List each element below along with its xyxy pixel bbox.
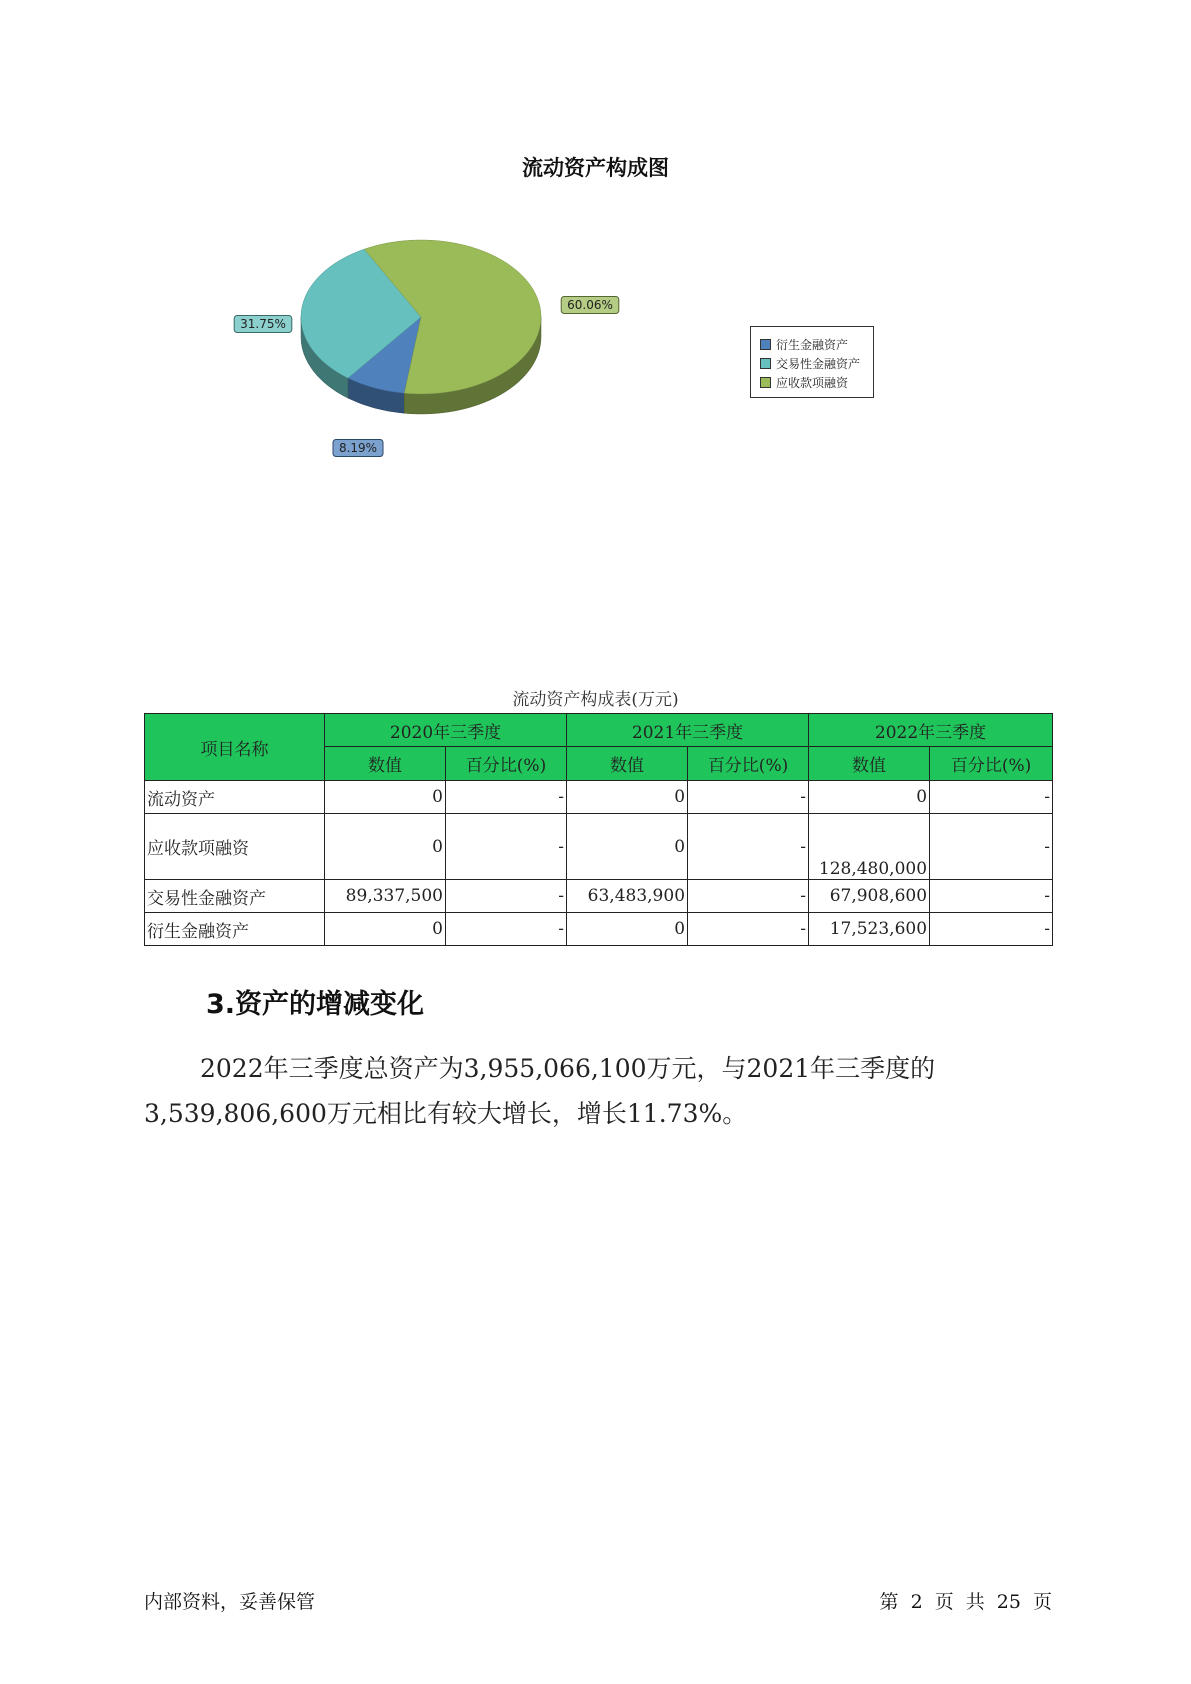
pie-label: 60.06% bbox=[567, 298, 613, 312]
row-name: 流动资产 bbox=[145, 781, 325, 814]
row-name: 衍生金融资产 bbox=[145, 913, 325, 946]
table-caption: 流动资产构成表(万元) bbox=[512, 690, 679, 710]
table-row bbox=[145, 814, 1053, 880]
legend-label: 交易性金融资产 bbox=[776, 357, 861, 371]
legend-swatch bbox=[760, 358, 771, 369]
legend-label: 衍生金融资产 bbox=[776, 338, 849, 352]
period-header: 2022年三季度 bbox=[809, 714, 1053, 747]
percent-cell: - bbox=[446, 814, 567, 880]
value-header: 数值 bbox=[567, 747, 688, 781]
assets-table bbox=[144, 713, 1053, 946]
value-header: 数值 bbox=[809, 747, 930, 781]
pie-chart bbox=[0, 0, 1191, 500]
page-number: 第 2 页 共 25 页 bbox=[879, 1591, 1052, 1613]
chart-legend bbox=[750, 326, 874, 398]
period-header: 2021年三季度 bbox=[567, 714, 809, 747]
percent-cell: - bbox=[688, 814, 809, 880]
footer-notice: 内部资料，妥善保管 bbox=[144, 1591, 316, 1613]
section-heading: 3.资产的增减变化 bbox=[206, 989, 425, 1020]
percent-cell: - bbox=[688, 913, 809, 946]
value-cell: 0 bbox=[325, 913, 446, 946]
value-cell: 0 bbox=[567, 781, 688, 814]
value-cell: 17,523,600 bbox=[809, 913, 930, 946]
table-row bbox=[145, 880, 1053, 913]
value-cell: 128,480,000 bbox=[809, 814, 930, 880]
percent-header: 百分比(%) bbox=[446, 747, 567, 781]
pie-label: 8.19% bbox=[338, 441, 378, 455]
percent-cell: - bbox=[446, 781, 567, 814]
percent-cell: - bbox=[930, 814, 1053, 880]
legend-item bbox=[760, 335, 873, 354]
legend-swatch bbox=[760, 377, 771, 388]
table-row bbox=[145, 781, 1053, 814]
percent-header: 百分比(%) bbox=[930, 747, 1053, 781]
period-header: 2020年三季度 bbox=[325, 714, 567, 747]
item-name-header: 项目名称 bbox=[145, 714, 325, 781]
row-name: 应收款项融资 bbox=[145, 814, 325, 880]
legend-item bbox=[760, 373, 873, 392]
value-cell: 0 bbox=[567, 814, 688, 880]
value-cell: 0 bbox=[325, 814, 446, 880]
percent-cell: - bbox=[446, 913, 567, 946]
table-row bbox=[145, 913, 1053, 946]
percent-cell: - bbox=[688, 781, 809, 814]
chart-title: 流动资产构成图 bbox=[522, 156, 669, 180]
value-cell: 67,908,600 bbox=[809, 880, 930, 913]
value-cell: 0 bbox=[567, 913, 688, 946]
percent-cell: - bbox=[930, 913, 1053, 946]
section-paragraph: 2022年三季度总资产为3,955,066,100万元，与2021年三季度的3,539,806,600万元相比有较大增长，增长11.73%。 bbox=[144, 1054, 936, 1128]
percent-cell: - bbox=[930, 781, 1053, 814]
row-name: 交易性金融资产 bbox=[145, 880, 325, 913]
value-cell: 89,337,500 bbox=[325, 880, 446, 913]
value-cell: 0 bbox=[325, 781, 446, 814]
legend-item bbox=[760, 354, 873, 373]
value-header: 数值 bbox=[325, 747, 446, 781]
legend-swatch bbox=[760, 339, 771, 350]
value-cell: 0 bbox=[809, 781, 930, 814]
percent-cell: - bbox=[930, 880, 1053, 913]
legend-label: 应收款项融资 bbox=[776, 376, 849, 390]
value-cell: 63,483,900 bbox=[567, 880, 688, 913]
pie-label: 31.75% bbox=[240, 317, 286, 331]
percent-cell: - bbox=[688, 880, 809, 913]
percent-header: 百分比(%) bbox=[688, 747, 809, 781]
percent-cell: - bbox=[446, 880, 567, 913]
